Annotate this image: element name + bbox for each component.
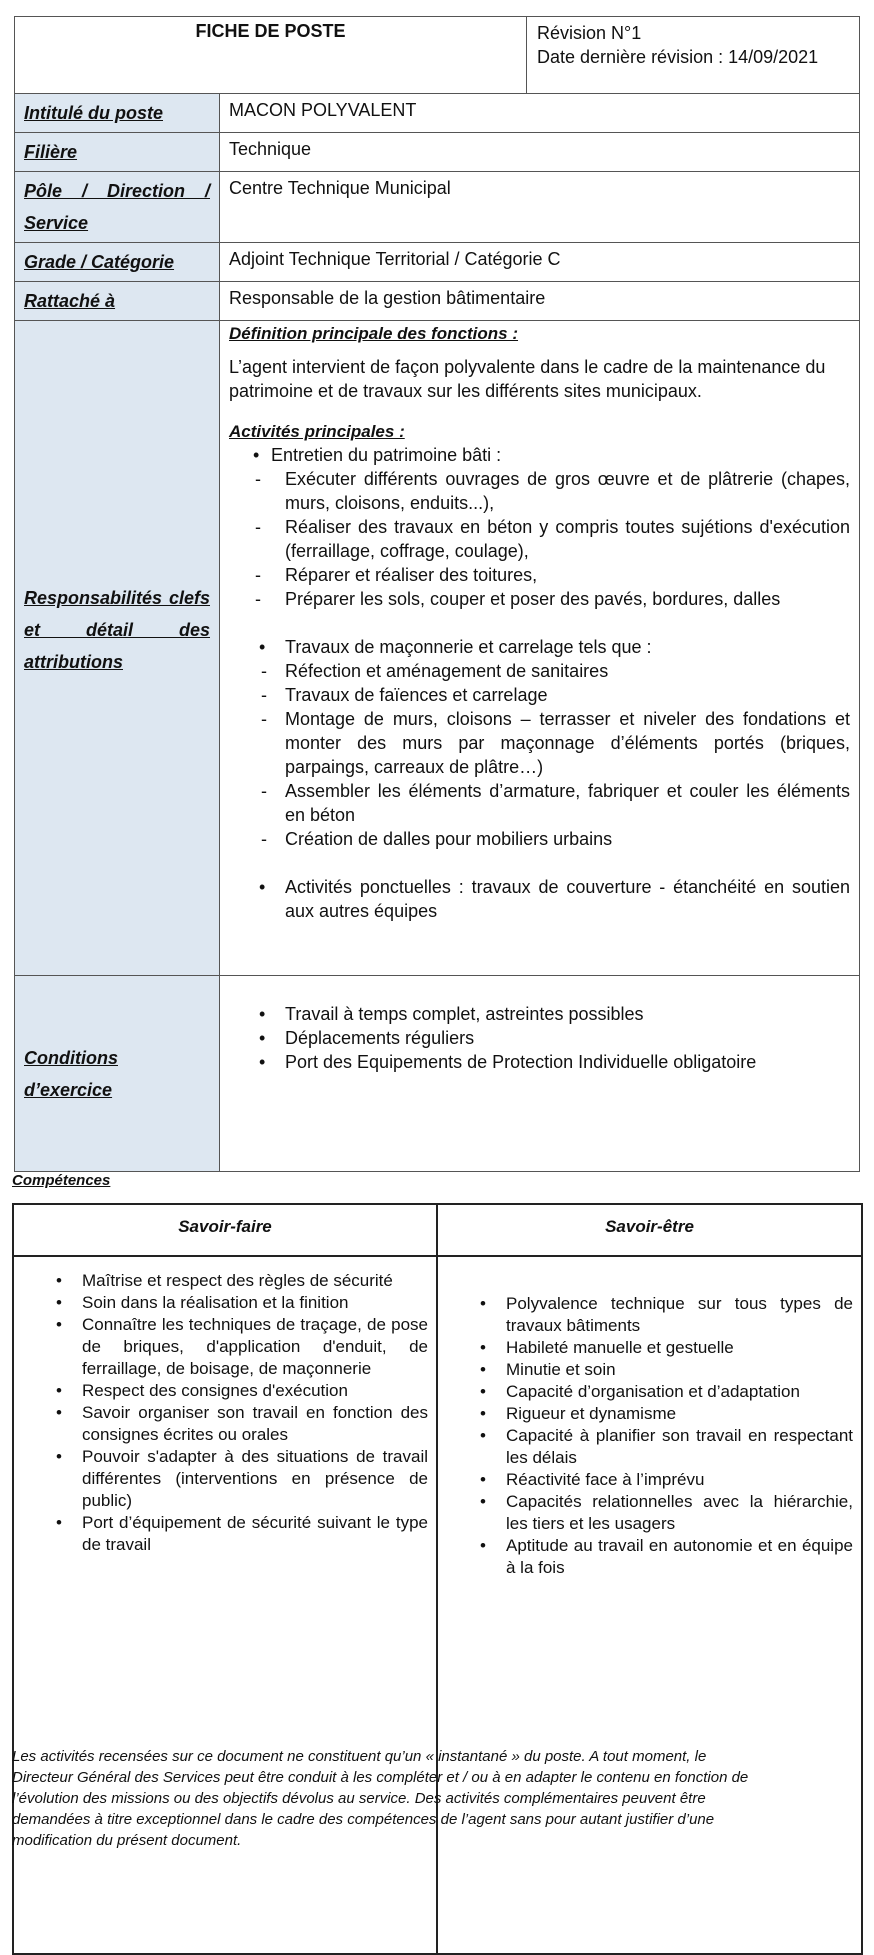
row-conditions [15,976,860,1172]
list-item: - Préparer les sols, couper et poser des pavés, bordures, dalles [255,589,781,609]
list-item: • Savoir organiser son travail en fonction des consignes écrites ou orales [56,1403,428,1444]
document-title: FICHE DE POSTE [15,17,527,94]
label-rattache: Rattaché à [15,282,220,321]
group3-list [229,875,850,923]
label-filiere: Filière [15,133,220,172]
value-pole: Centre Technique Municipal [220,172,860,243]
label-conditions: Conditions d’exercice [15,976,220,1172]
savoir-etre-list [438,1293,861,1579]
list-item: - Assembler les éléments d’armature, fabriquer et couler les éléments en béton [261,781,850,825]
value-intitule: MACON POLYVALENT [220,94,860,133]
list-item: • Travaux de maçonnerie et carrelage tels que : [259,637,652,657]
label-pole: Pôle / Direction / Service [15,172,220,243]
list-item: • Port d’équipement de sécurité suivant le type de travail [56,1513,428,1554]
value-grade: Adjoint Technique Territorial / Catégorie C [220,243,860,282]
savoir-faire-list [14,1270,436,1556]
list-item: - Création de dalles pour mobiliers urbains [261,829,613,849]
list-item: • Entretien du patrimoine bâti : [253,445,502,465]
group1-subitems [229,467,850,611]
list-item: - Réaliser des travaux en béton y compris toutes sujétions d'exécution (ferraillage, coffrage, coulage), [255,517,850,561]
savoir-faire-header: Savoir-faire [13,1204,437,1256]
row-intitule [15,94,860,133]
conditions-content [220,976,860,1172]
list-item: • Minutie et soin [480,1360,616,1379]
job-sheet [14,16,859,1172]
group1-list [229,443,850,467]
revision-cell [527,17,860,94]
list-item: - Réfection et aménagement de sanitaires [261,661,609,681]
competences-header-row [13,1204,862,1256]
row-rattache [15,282,860,321]
job-description-table [14,16,860,1172]
list-item: • Connaître les techniques de traçage, de pose de briques, d'application d'enduit, de ferraillage, de boisage, de maçonnerie [56,1315,428,1378]
list-item: • Port des Equipements de Protection Individuelle obligatoire [259,1052,757,1072]
group2-list [229,635,850,659]
list-item: • Réactivité face à l’imprévu [480,1470,705,1489]
group2-subitems [229,659,850,851]
row-responsabilites [15,321,860,976]
list-item: • Aptitude au travail en autonomie et en équipe à la fois [480,1536,853,1577]
list-item: • Capacités relationnelles avec la hiérarchie, les tiers et les usagers [480,1492,853,1533]
responsabilites-content [220,321,860,976]
activites-title: Activités principales : [229,422,405,441]
list-item: • Respect des consignes d'exécution [56,1381,348,1400]
competences-title: Compétences [12,1172,111,1189]
list-item: • Rigueur et dynamisme [480,1404,677,1423]
label-responsabilites: Responsabilités clefs et détail des attributions [15,321,220,976]
list-item: • Déplacements réguliers [259,1028,475,1048]
list-item: • Capacité d’organisation et d’adaptation [480,1382,800,1401]
list-item: • Soin dans la réalisation et la finition [56,1293,349,1312]
row-grade [15,243,860,282]
revision-date: Date dernière révision : 14/09/2021 [537,47,819,67]
list-item: • Pouvoir s'adapter à des situations de travail différentes (interventions en présence de public) [56,1447,428,1510]
revision-number: Révision N°1 [537,23,642,43]
definition-text: L’agent intervient de façon polyvalente dans le cadre de la maintenance du patrimoine et de travaux sur les différents sites municipaux. [229,357,826,401]
value-rattache: Responsable de la gestion bâtimentaire [220,282,860,321]
conditions-list [229,1002,850,1074]
row-pole [15,172,860,243]
list-item: • Capacité à planifier son travail en respectant les délais [480,1426,853,1467]
row-filiere [15,133,860,172]
list-item: • Habileté manuelle et gestuelle [480,1338,734,1357]
definition-title: Définition principale des fonctions : [229,324,519,343]
list-item: • Travail à temps complet, astreintes possibles [259,1004,644,1024]
header-row [15,17,860,94]
list-item: • Polyvalence technique sur tous types de travaux bâtiments [480,1294,853,1335]
value-filiere: Technique [220,133,860,172]
list-item: • Maîtrise et respect des règles de sécurité [56,1271,393,1290]
list-item: - Exécuter différents ouvrages de gros œuvre et de plâtrerie (chapes, murs, cloisons, enduits...), [255,469,850,513]
list-item: • Activités ponctuelles : travaux de couverture - étanchéité en soutien aux autres équipes [259,877,850,921]
list-item: - Travaux de faïences et carrelage [261,685,548,705]
label-grade: Grade / Catégorie [15,243,220,282]
footer-note: Les activités recensées sur ce document ne constituent qu’un « instantané » du poste. A tout moment, le Directeur Général des Services peut être conduit à les compléter et / ou à en adapter le contenu en fonction de l’évolution des missions ou des objectifs dévolus au service. Des activités complémentaires peuvent être demandées à titre exceptionnel dans le cadre des compétences de l’agent sans pour autant justifier d’une modification du présent document. [12,1748,749,1849]
list-item: - Montage de murs, cloisons – terrasser et niveler des fondations et monter des murs par maçonnage d’éléments portés (briques, parpaings, carreaux de plâtre…) [261,709,850,777]
label-intitule: Intitulé du poste [15,94,220,133]
list-item: - Réparer et réaliser des toitures, [255,565,538,585]
savoir-etre-header: Savoir-être [437,1204,862,1256]
